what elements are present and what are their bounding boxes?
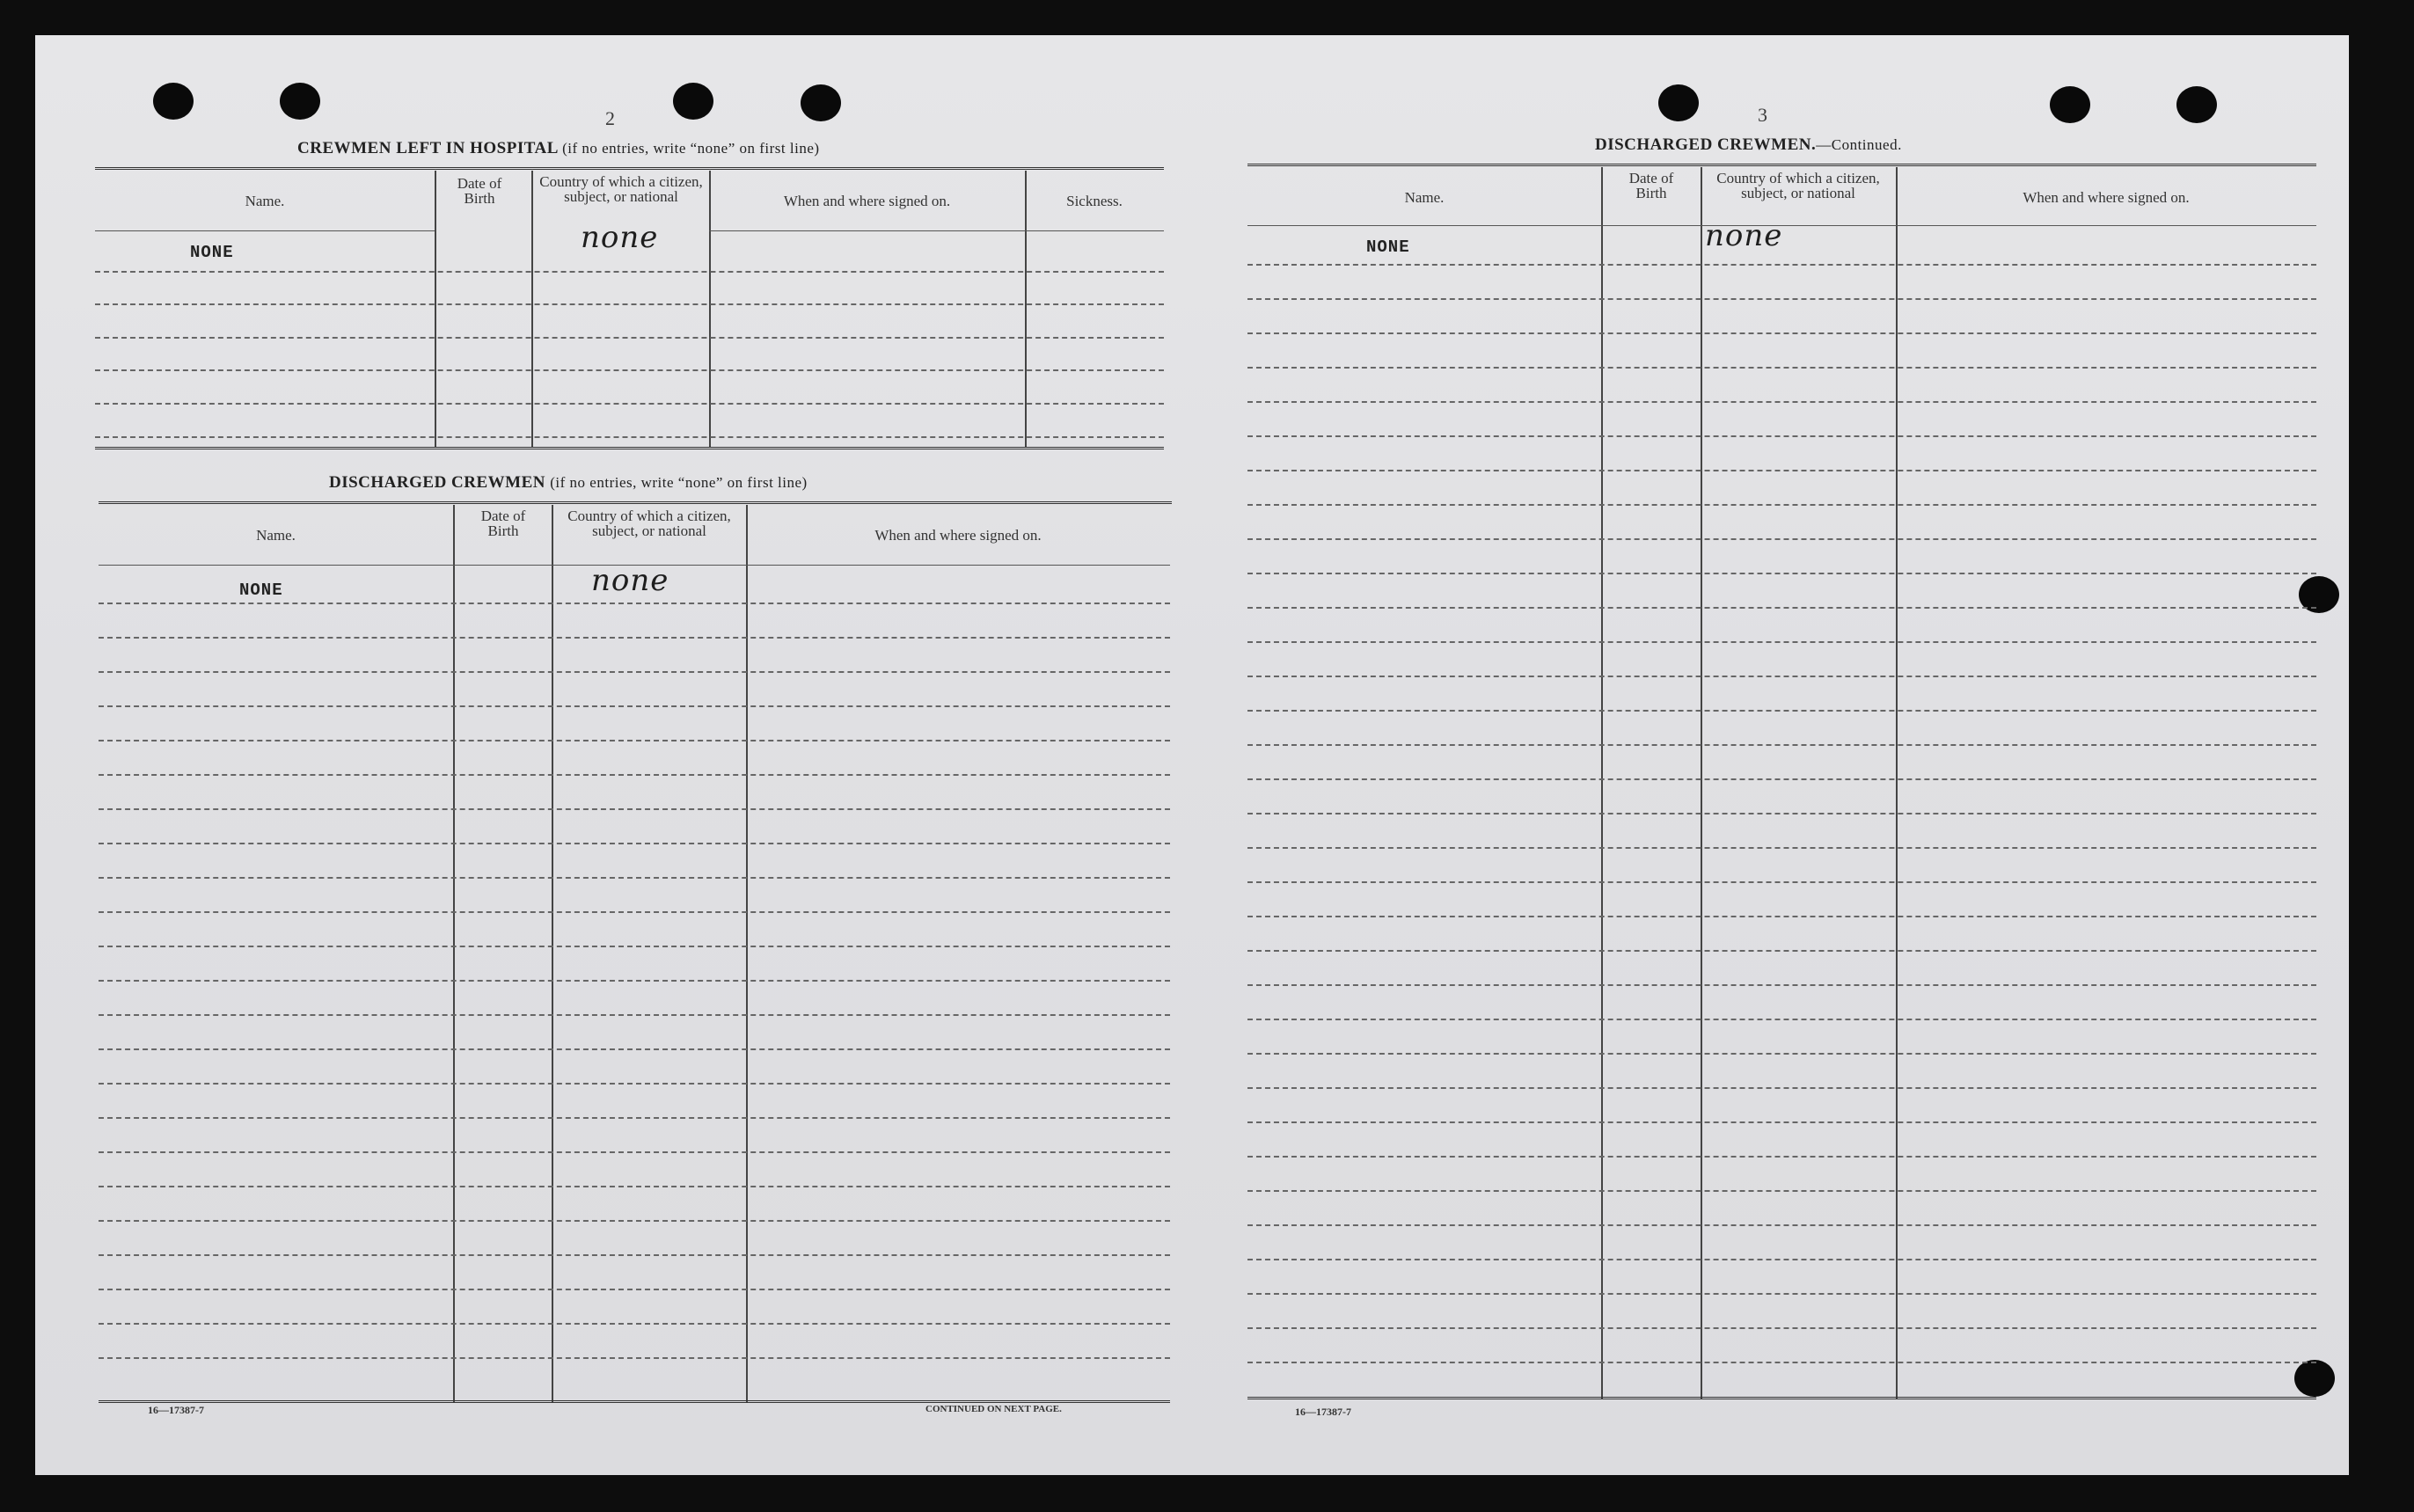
blank-entry-row [1247, 367, 2316, 369]
blank-entry-row [1247, 332, 2316, 334]
col-date-of-birth: Date of Birth [480, 508, 526, 539]
col-date-of-birth: Date of Birth [1628, 170, 1674, 201]
blank-entry-row [99, 774, 1170, 776]
blank-entry-row [1247, 1224, 2316, 1226]
blank-entry-row [99, 808, 1170, 810]
blank-entry-row [99, 1186, 1170, 1187]
blank-entry-row [99, 603, 1170, 604]
col-when-where: When and where signed on. [2023, 189, 2190, 206]
blank-entry-row [99, 740, 1170, 741]
blank-entry-row [1247, 470, 2316, 471]
hospital-entry-country: none [581, 220, 659, 255]
discharged-title-note: (if no entries, write “none” on first line) [550, 474, 808, 491]
right-section-title [1595, 135, 1902, 155]
right-title-bold: DISCHARGED CREWMEN. [1595, 135, 1817, 154]
document-sheet [35, 35, 2349, 1475]
blank-entry-row [1247, 264, 2316, 266]
discharged-entry-country: none [591, 563, 669, 598]
blank-entry-row [1247, 298, 2316, 300]
page-number-right: 3 [1758, 104, 1767, 126]
blank-entry-row [99, 1048, 1170, 1050]
blank-entry-row [1247, 813, 2316, 814]
right-entry-name: NONE [1366, 237, 1410, 257]
discharged-section-title [329, 473, 808, 493]
blank-entry-row [1247, 847, 2316, 849]
blank-entry-row [1247, 710, 2316, 712]
blank-entry-row [1247, 1190, 2316, 1192]
col-country: Country of which a citizen, subject, or national [1716, 170, 1880, 201]
punch-hole [1658, 84, 1699, 121]
blank-entry-row [1247, 778, 2316, 780]
blank-entry-row [99, 980, 1170, 982]
hospital-title-bold: CREWMEN LEFT IN HOSPITAL [297, 139, 558, 157]
blank-entry-row [1247, 676, 2316, 677]
discharged-title-bold: DISCHARGED CREWMEN [329, 473, 545, 492]
blank-entry-row [99, 1323, 1170, 1325]
blank-entry-row [99, 705, 1170, 707]
col-country: Country of which a citizen, subject, or national [567, 508, 731, 539]
blank-entry-row [99, 671, 1170, 673]
page-number-left: 2 [605, 107, 615, 129]
blank-entry-row [99, 1220, 1170, 1222]
hospital-entry-name: NONE [190, 243, 234, 262]
blank-entry-row [1247, 1293, 2316, 1295]
col-name: Name. [245, 193, 285, 209]
col-country: Country of which a citizen, subject, or national [539, 173, 703, 205]
punch-hole [2176, 86, 2217, 123]
blank-entry-row [99, 843, 1170, 844]
form-number-right: 16—17387-7 [1295, 1406, 1351, 1418]
punch-hole [153, 83, 194, 120]
hospital-table [95, 167, 1164, 484]
hospital-title-note: (if no entries, write “none” on first line) [562, 140, 820, 157]
blank-entry-row [99, 1357, 1170, 1359]
blank-entry-row [99, 637, 1170, 639]
continued-note: CONTINUED ON NEXT PAGE. [925, 1404, 1062, 1414]
blank-entry-row [1247, 1053, 2316, 1055]
blank-entry-row [1247, 573, 2316, 574]
punch-hole [280, 83, 320, 120]
blank-entry-row [1247, 504, 2316, 506]
blank-entry-row [1247, 950, 2316, 952]
form-number-left: 16—17387-7 [148, 1404, 204, 1416]
blank-entry-row [99, 1289, 1170, 1290]
punch-hole [673, 83, 713, 120]
blank-entry-row [99, 1083, 1170, 1085]
blank-entry-row [1247, 1259, 2316, 1260]
blank-entry-row [1247, 1121, 2316, 1123]
col-name: Name. [1404, 189, 1445, 206]
blank-entry-row [1247, 881, 2316, 883]
blank-entry-row [1247, 1156, 2316, 1158]
discharged-table-right [1247, 164, 2316, 1448]
punch-hole [2050, 86, 2090, 123]
blank-entry-row [99, 877, 1170, 879]
blank-entry-row [1247, 1327, 2316, 1329]
discharged-table-left [99, 501, 1172, 1443]
col-name: Name. [256, 527, 296, 544]
blank-entry-row [1247, 538, 2316, 540]
blank-entry-row [99, 1151, 1170, 1153]
blank-entry-row [99, 911, 1170, 913]
blank-entry-row [1247, 744, 2316, 746]
col-sickness: Sickness. [1066, 193, 1123, 209]
blank-entry-row [1247, 401, 2316, 403]
blank-entry-row [1247, 916, 2316, 917]
blank-entry-row [99, 1014, 1170, 1016]
col-when-where: When and where signed on. [783, 193, 951, 209]
blank-entry-row [99, 1254, 1170, 1256]
right-entry-country: none [1705, 218, 1783, 253]
discharged-entry-name: NONE [239, 581, 283, 600]
col-date-of-birth: Date of Birth [457, 175, 502, 207]
blank-entry-row [99, 946, 1170, 947]
blank-entry-row [1247, 1019, 2316, 1020]
blank-entry-row [1247, 435, 2316, 437]
col-when-where: When and where signed on. [874, 527, 1042, 544]
blank-entry-row [1247, 984, 2316, 986]
blank-entry-row [1247, 1087, 2316, 1089]
blank-entry-row [1247, 641, 2316, 643]
blank-entry-row [99, 1117, 1170, 1119]
blank-entry-row [1247, 1362, 2316, 1363]
blank-entry-row [1247, 607, 2316, 609]
hospital-section-title [297, 139, 820, 158]
right-title-note: —Continued. [1816, 136, 1902, 153]
punch-hole [801, 84, 841, 121]
